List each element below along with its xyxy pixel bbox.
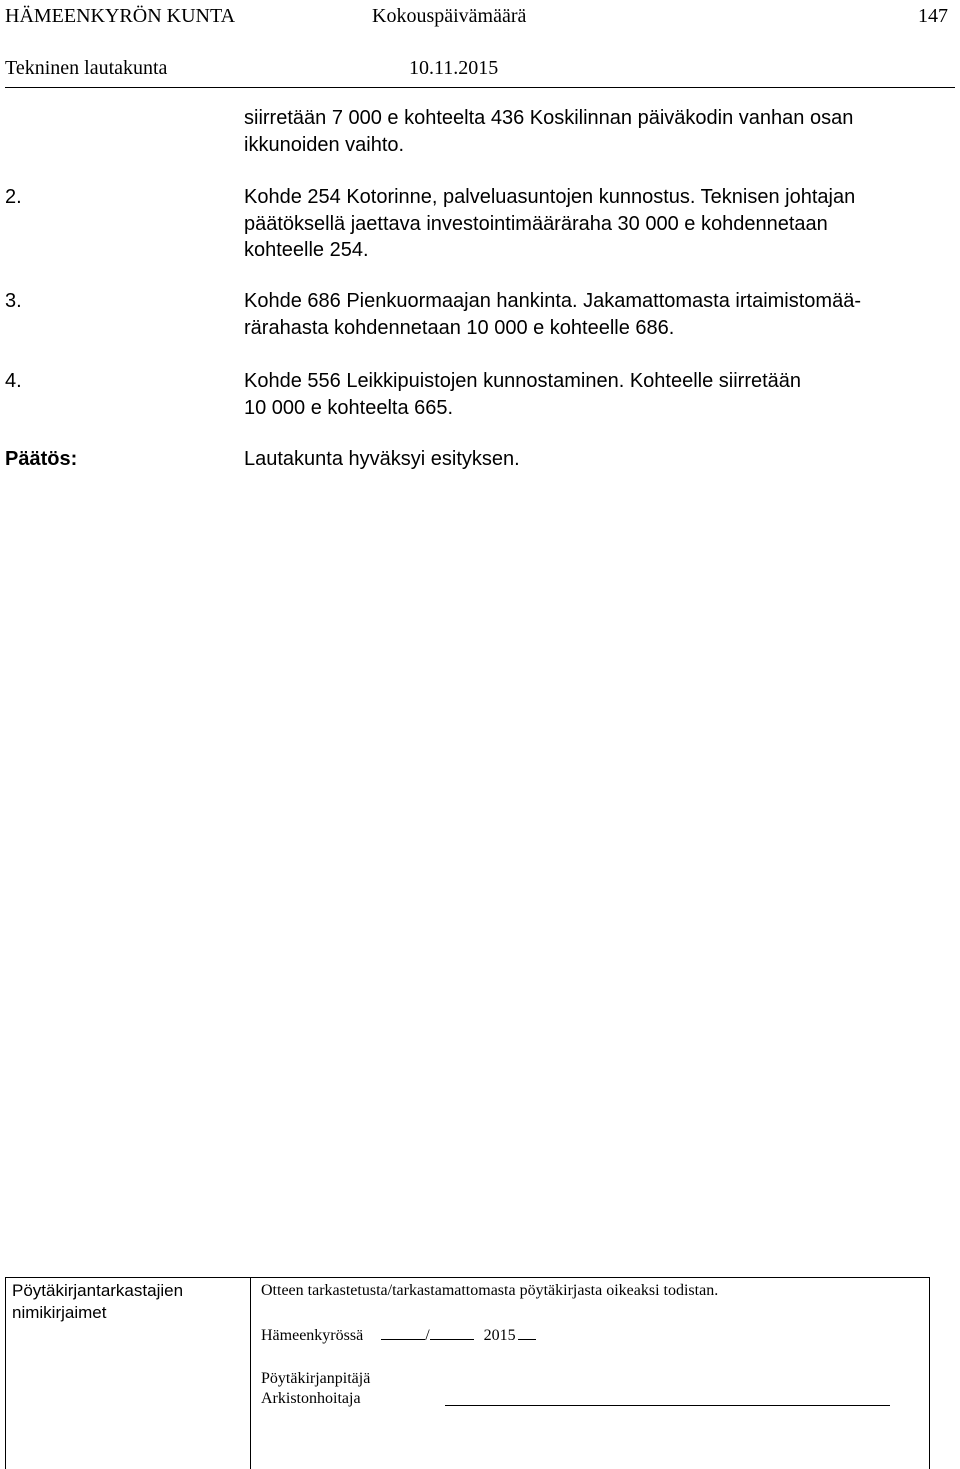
meeting-date-label: Kokouspäivämäärä — [372, 5, 527, 27]
year: 2015 — [483, 1327, 516, 1344]
keeper-block — [261, 1369, 370, 1409]
reviewers-initials-label — [12, 1280, 183, 1324]
text-line: 10 000 e kohteelta 665. — [244, 396, 454, 419]
meeting-date: 10.11.2015 — [409, 57, 499, 79]
list-item — [244, 288, 861, 341]
text-line: Kohde 254 Kotorinne, palveluasuntojen kunnostus. Teknisen johtajan — [244, 186, 856, 208]
page-number: 147 — [918, 5, 948, 27]
text-line: päätöksellä jaettava investointimääräraha 30 000 e kohdennetaan — [244, 212, 828, 235]
certification-text: Otteen tarkastetusta/tarkastamattomasta pöytäkirjasta oikeaksi todistan. — [261, 1282, 719, 1299]
footer-divider — [250, 1277, 251, 1469]
committee-name: Tekninen lautakunta — [5, 57, 168, 79]
item-number: 2. — [5, 186, 22, 208]
item-number: 3. — [5, 290, 22, 312]
year-blank — [518, 1325, 536, 1340]
item-number: 4. — [5, 370, 22, 392]
day-blank — [381, 1325, 425, 1340]
list-item — [244, 368, 801, 421]
label-line: Pöytäkirjantarkastajien — [12, 1281, 184, 1300]
intro-paragraph — [244, 105, 853, 158]
text-line: siirretään 7 000 e kohteelta 436 Koskilinnan päiväkodin vanhan osan — [244, 107, 854, 129]
text-line: Kohde 686 Pienkuormaajan hankinta. Jakamattomasta irtaimistomää- — [244, 290, 861, 312]
organization-name: HÄMEENKYRÖN KUNTA — [5, 5, 236, 27]
place-date-line — [261, 1325, 536, 1346]
list-item — [244, 184, 855, 264]
keeper-label: Pöytäkirjanpitäjä — [261, 1370, 371, 1387]
month-blank — [430, 1325, 474, 1340]
signature-line — [445, 1405, 890, 1406]
keeper-title: Arkistonhoitaja — [261, 1390, 361, 1407]
text-line: kohteelle 254. — [244, 239, 369, 261]
text-line: Kohde 556 Leikkipuistojen kunnostaminen. Kohteelle siirretään — [244, 370, 802, 392]
place-name: Hämeenkyrössä — [261, 1327, 364, 1344]
decision-text: Lautakunta hyväksyi esityksen. — [244, 448, 520, 470]
text-line: ikkunoiden vaihto. — [244, 133, 405, 156]
text-line: rärahasta kohdennetaan 10 000 e kohteelle 686. — [244, 316, 675, 339]
date-separator: / — [425, 1327, 430, 1344]
header-rule — [5, 87, 955, 88]
label-line: nimikirjaimet — [12, 1303, 107, 1322]
decision-label: Päätös: — [5, 448, 78, 470]
